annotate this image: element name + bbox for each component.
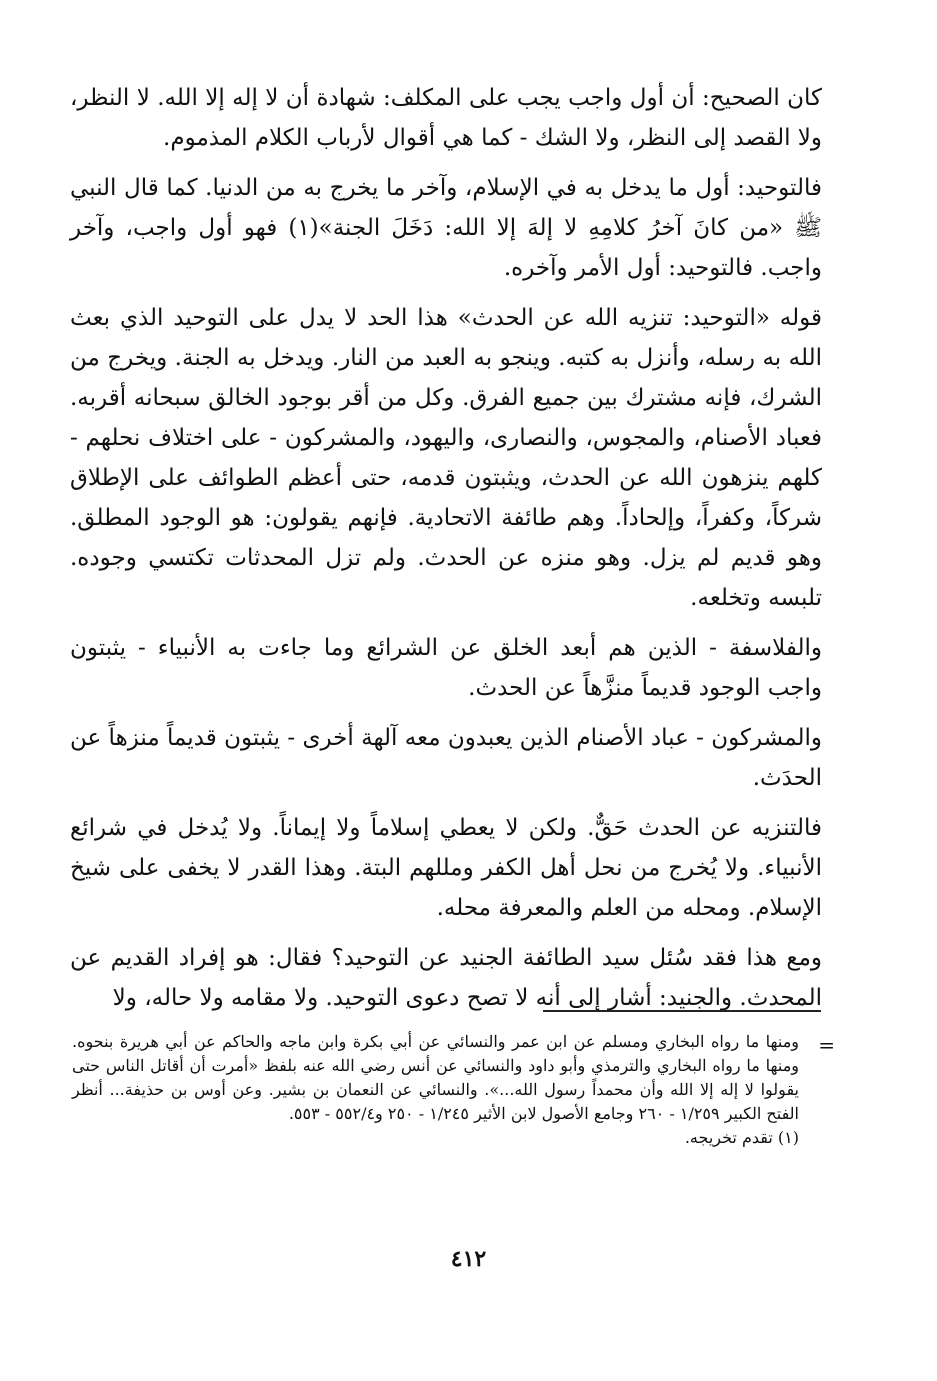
page-body bbox=[70, 78, 822, 1018]
paragraph: والمشركون - عباد الأصنام الذين يعبدون معه آلهة أخرى - يثبتون قديماً منزهاً عن الحدَث. bbox=[70, 725, 822, 791]
paragraph: فالتوحيد: أول ما يدخل به في الإسلام، وآخر ما يخرج به من الدنيا. كما قال النبي ﷺ «من كانَ آخرُ كلامِهِ لا إلهَ إلا الله: دَخَلَ الجنة»(١) فهو أول واجب، وآخر واجب. فالتوحيد: أول الأمر وآخره. bbox=[70, 175, 823, 281]
paragraph: قوله «التوحيد: تنزيه الله عن الحدث» هذا الحد لا يدل على التوحيد الذي بعث الله به رسله، وأنزل به كتبه. وينجو به العبد من النار. ويدخل به الجنة. ويخرج من الشرك، فإنه مشترك بين جميع الفرق. وكل من أقر بوجود الخالق سبحانه أقربه. فعباد الأصنام، والمجوس، والنصارى، واليهود، والمشركون - على اختلاف نحلهم - كلهم ينزهون الله عن الحدث، ويثبتون قدمه، حتى أعظم الطوائف على الإطلاق شركاً، وكفراً، وإلحاداً. وهم طائفة الاتحادية. فإنهم يقولون: هو الوجود المطلق. وهو قديم لم يزل. وهو منزه عن الحدث. ولم تزل المحدثات تكتسي وجوده. تلبسه وتخلعه. bbox=[70, 305, 822, 611]
footnote: ومنها ما رواه البخاري ومسلم عن ابن عمر والنسائي عن أبي بكرة وابن ماجه والحاكم عن أبي هريرة بنحوه. ومنها ما رواه البخاري والترمذي وأبو داود والنسائي عن أنس رضي الله عنه بلفظ «أمرت أن أقاتل الناس حتى يقولوا لا إله إلا الله وأن محمداً رسول الله...». والنسائي عن النعمان بن بشير. وعن أوس بن حذيفة... أنظر الفتح الكبير ١/٢٥٩ - ٢٦٠ وجامع الأصول لابن الأثير ١/٢٤٥ - ٢٥٠ و٥٥٢/٤ - ٥٥٣. bbox=[72, 1032, 799, 1123]
paragraph: ومع هذا فقد سُئل سيد الطائفة الجنيد عن التوحيد؟ فقال: هو إفراد القديم عن المحدث. والجنيد: أشار إلى أنه لا تصح دعوى التوحيد. ولا مقامه ولا حاله، ولا bbox=[70, 945, 822, 1011]
footnote-separator bbox=[543, 1010, 821, 1012]
footnote: (١) تقدم تخريجه. bbox=[684, 1128, 799, 1147]
paragraph: كان الصحيح: أن أول واجب يجب على المكلف: شهادة أن لا إله إلا الله. لا النظر، ولا القصد إلى النظر، ولا الشك - كما هي أقوال لأرباب الكلام المذموم. bbox=[70, 85, 822, 151]
paragraph: فالتنزيه عن الحدث حَقٌّ. ولكن لا يعطي إسلاماً ولا إيماناً. ولا يُدخل في شرائع الأنبياء. ولا يُخرج من نحل أهل الكفر ومللهم البتة. وهذا القدر لا يخفى على شيخ الإسلام. ومحله من العلم والمعرفة محله. bbox=[70, 815, 822, 921]
page-number: ٤١٢ bbox=[450, 1246, 487, 1272]
paragraph: والفلاسفة - الذين هم أبعد الخلق عن الشرائع وما جاءت به الأنبياء - يثبتون واجب الوجود قديماً منزَّهاً عن الحدث. bbox=[70, 635, 822, 701]
footnote-continuation-marker: = bbox=[818, 1033, 835, 1057]
footnotes bbox=[72, 1030, 799, 1150]
